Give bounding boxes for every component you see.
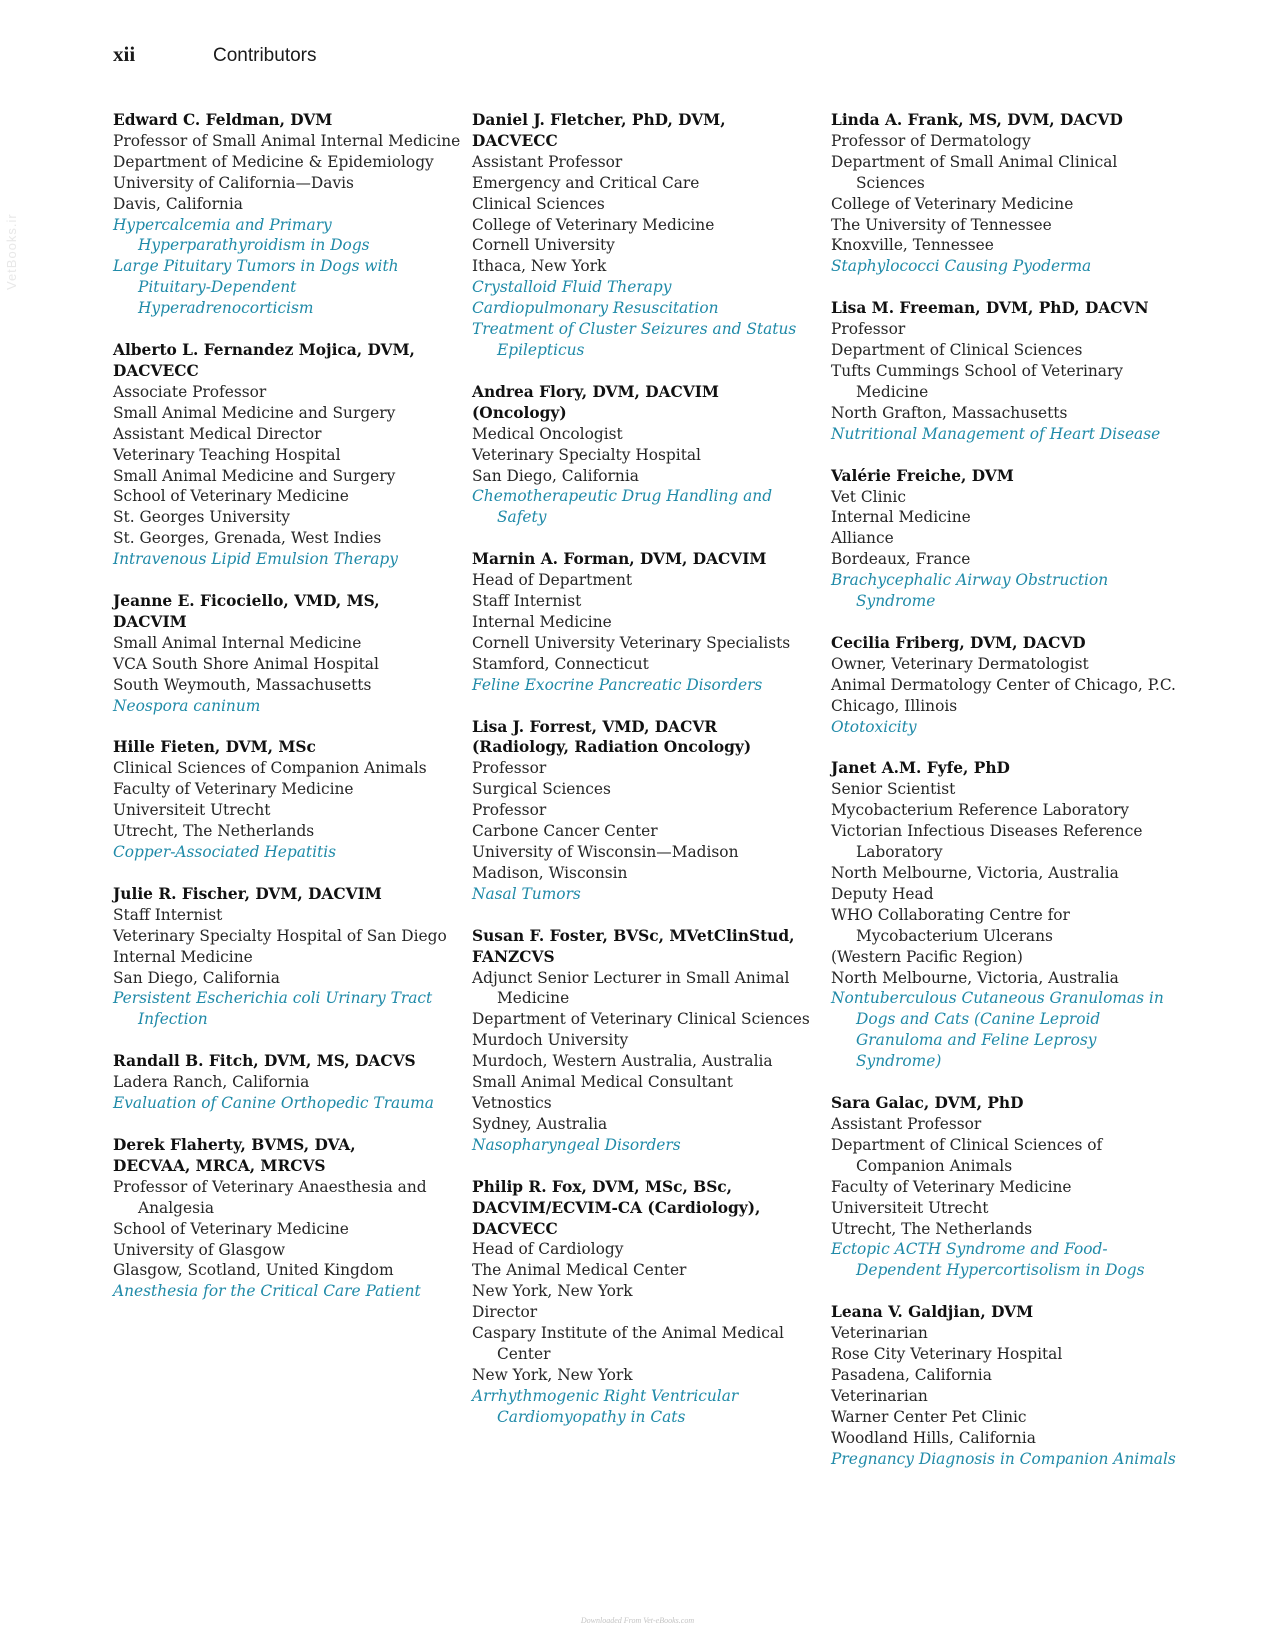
affiliation-line: Cornell University Veterinary Specialists (472, 633, 791, 652)
contributor-entry (472, 110, 817, 361)
affiliation-line: Professor of Veterinary Anaesthesia and Analgesia (113, 1177, 427, 1217)
affiliation-line: Utrecht, The Netherlands (831, 1219, 1033, 1238)
affiliation-line: New York, New York (472, 1282, 633, 1301)
affiliation-line: Tufts Cummings School of Veterinary Medicine (831, 361, 1124, 401)
affiliation-line: Internal Medicine (113, 947, 253, 966)
affiliation-line: Clinical Sciences (472, 194, 605, 213)
affiliation-line: Sydney, Australia (472, 1114, 608, 1133)
affiliation-line: Clinical Sciences of Companion Animals (113, 759, 427, 778)
chapter-topic: Evaluation of Canine Orthopedic Trauma (113, 1094, 434, 1113)
contributor-name-line: Janet A.M. Fyfe, PhD (831, 759, 1010, 778)
chapter-topic: Nontuberculous Cutaneous Granulomas in Dogs and Cats (Canine Leproid Granuloma and Feline Leprosy Syndrome) (831, 989, 1164, 1071)
chapter-topic: Copper-Associated Hepatitis (113, 843, 337, 861)
affiliation-line: Department of Medicine & Epidemiology (113, 152, 434, 171)
affiliation-line: Staff Internist (113, 905, 223, 924)
chapter-topic: Feline Exocrine Pancreatic Disorders (472, 675, 763, 694)
affiliation-line: Deputy Head (831, 884, 934, 903)
affiliation-line: University of Glasgow (113, 1240, 285, 1259)
side-watermark: VetBooks.ir (4, 213, 19, 290)
affiliation-line: Faculty of Veterinary Medicine (831, 1177, 1072, 1196)
chapter-topic: Ototoxicity (831, 717, 917, 736)
affiliation-line: Professor of Small Animal Internal Medicine (113, 131, 461, 150)
contributor-name-line: Philip R. Fox, DVM, MSc, BSc, (472, 1177, 733, 1196)
contributor-name-line: Edward C. Feldman, DVM (113, 111, 333, 129)
chapter-topic: Crystalloid Fluid Therapy (472, 278, 672, 297)
affiliation-line: Head of Department (472, 571, 633, 590)
affiliation-line: Professor of Dermatology (831, 131, 1031, 150)
affiliation-line: Associate Professor (113, 382, 267, 401)
affiliation-line: Veterinary Specialty Hospital of San Diego (113, 926, 447, 945)
contributor-name-line: Valérie Freiche, DVM (831, 466, 1014, 485)
affiliation-line: Department of Veterinary Clinical Sciences (472, 1010, 810, 1029)
affiliation-line: Pasadena, California (831, 1365, 992, 1384)
page-number: xii (113, 42, 136, 66)
affiliation-line: St. Georges, Grenada, West Indies (113, 529, 382, 548)
contributor-name-line: Lisa M. Freeman, DVM, PhD, DACVN (831, 299, 1149, 318)
affiliation-line: Assistant Professor (831, 1114, 982, 1133)
affiliation-line: Murdoch University (472, 1031, 629, 1050)
contributor-name-line: Alberto L. Fernandez Mojica, DVM, (113, 341, 415, 360)
contributor-entry (831, 758, 1181, 1072)
chapter-topic: Pregnancy Diagnosis in Companion Animals (831, 1449, 1176, 1468)
contributor-name-line: Derek Flaherty, BVMS, DVA, (113, 1135, 356, 1154)
affiliation-line: San Diego, California (472, 466, 639, 485)
chapter-topic: Treatment of Cluster Seizures and Status Epilepticus (472, 320, 797, 359)
contributor-entry (831, 633, 1181, 738)
contributor-name-line: Andrea Flory, DVM, DACVIM (472, 382, 719, 401)
affiliation-line: Rose City Veterinary Hospital (831, 1345, 1063, 1364)
affiliation-line: Internal Medicine (472, 612, 612, 631)
contributor-entry (113, 1135, 463, 1302)
affiliation-line: Warner Center Pet Clinic (831, 1407, 1027, 1426)
contributor-name-line: Julie R. Fischer, DVM, DACVIM (113, 884, 382, 903)
affiliation-line: Director (472, 1303, 538, 1322)
chapter-topic: Cardiopulmonary Resuscitation (472, 299, 719, 318)
contributor-entry (113, 110, 463, 319)
affiliation-line: Faculty of Veterinary Medicine (113, 780, 354, 799)
contributor-name-line: Lisa J. Forrest, VMD, DACVR (472, 717, 718, 736)
chapter-topic: Arrhythmogenic Right Ventricular Cardiomyopathy in Cats (472, 1386, 739, 1426)
chapter-topic: Anesthesia for the Critical Care Patient (113, 1282, 421, 1301)
contributor-name-line: Hille Fieten, DVM, MSc (113, 738, 316, 757)
affiliation-line: School of Veterinary Medicine (113, 1219, 349, 1238)
chapter-topic: Brachycephalic Airway Obstruction Syndrome (831, 571, 1109, 611)
affiliation-line: Department of Clinical Sciences (831, 341, 1083, 360)
affiliation-line: The University of Tennessee (831, 215, 1052, 234)
contributor-entry (831, 466, 1181, 612)
affiliation-line: Assistant Medical Director (113, 424, 322, 443)
affiliation-line: Davis, California (113, 194, 243, 213)
contributor-entry (472, 382, 817, 528)
page-title: Contributors (213, 45, 317, 66)
affiliation-line: Murdoch, Western Australia, Australia (472, 1052, 773, 1071)
affiliation-line: Ithaca, New York (472, 257, 607, 276)
contributor-entry (472, 549, 817, 695)
affiliation-line: Universiteit Utrecht (831, 1198, 989, 1217)
affiliation-line: Department of Small Animal Clinical Sciences (831, 152, 1118, 192)
contributor-name-line: Marnin A. Forman, DVM, DACVIM (472, 550, 767, 569)
affiliation-line: Staff Internist (472, 592, 582, 611)
affiliation-line: Stamford, Connecticut (472, 654, 649, 673)
contributor-entry (472, 1177, 817, 1428)
affiliation-line: (Western Pacific Region) (831, 947, 1023, 966)
contributor-entry (113, 884, 463, 1030)
page-header (113, 42, 317, 67)
contributor-name-line: DACVECC (472, 131, 558, 150)
contributor-name-line: Daniel J. Fletcher, PhD, DVM, (472, 111, 726, 129)
affiliation-line: South Weymouth, Massachusetts (113, 675, 372, 694)
affiliation-line: Small Animal Medical Consultant (472, 1073, 733, 1092)
affiliation-line: University of California—Davis (113, 173, 354, 192)
affiliation-line: WHO Collaborating Centre for Mycobacterium Ulcerans (831, 905, 1070, 945)
footer-watermark: Downloaded From Vet-eBooks.com (580, 1616, 695, 1625)
affiliation-line: Adjunct Senior Lecturer in Small Animal Medicine (472, 968, 790, 1008)
chapter-topic: Staphylococci Causing Pyoderma (831, 257, 1092, 276)
affiliation-line: Medical Oncologist (472, 424, 623, 443)
affiliation-line: North Grafton, Massachusetts (831, 403, 1068, 422)
chapter-topic: Neospora caninum (113, 696, 261, 715)
contributor-entry (113, 1051, 463, 1114)
contributor-name-line: Jeanne E. Ficociello, VMD, MS, (113, 592, 380, 611)
contributor-name-line: Leana V. Galdjian, DVM (831, 1303, 1034, 1322)
chapter-topic: Nasal Tumors (472, 884, 581, 903)
chapter-topic: Persistent Escherichia coli Urinary Tract Infection (113, 989, 433, 1029)
contributor-name-line: Cecilia Friberg, DVM, DACVD (831, 633, 1086, 652)
affiliation-line: The Animal Medical Center (472, 1261, 687, 1280)
affiliation-line: Head of Cardiology (472, 1240, 624, 1259)
contributor-name-line: (Oncology) (472, 403, 567, 422)
affiliation-line: Professor (472, 801, 547, 820)
contributor-name-line: Randall B. Fitch, DVM, MS, DACVS (113, 1052, 416, 1071)
affiliation-line: Glasgow, Scotland, United Kingdom (113, 1261, 394, 1280)
affiliation-line: Professor (472, 759, 547, 778)
affiliation-line: Owner, Veterinary Dermatologist (831, 654, 1089, 673)
affiliation-line: Woodland Hills, California (831, 1428, 1036, 1447)
chapter-topic: Intravenous Lipid Emulsion Therapy (113, 550, 398, 569)
contributor-name-line: DACVECC (113, 361, 199, 380)
affiliation-line: Universiteit Utrecht (113, 801, 271, 820)
affiliation-line: Caspary Institute of the Animal Medical Center (472, 1324, 784, 1363)
affiliation-line: Senior Scientist (831, 780, 956, 799)
affiliation-line: Veterinarian (831, 1386, 928, 1405)
affiliation-line: Knoxville, Tennessee (831, 236, 994, 255)
affiliation-line: Mycobacterium Reference Laboratory (831, 801, 1130, 820)
contributor-entry (472, 926, 817, 1156)
contributors-column-3 (831, 110, 1181, 1490)
contributor-name-line: DACVIM (113, 612, 187, 631)
chapter-topic: Ectopic ACTH Syndrome and Food-Dependent Hypercortisolism in Dogs (831, 1240, 1145, 1280)
chapter-topic: Nutritional Management of Heart Disease (831, 424, 1161, 443)
affiliation-line: Bordeaux, France (831, 550, 971, 569)
affiliation-line: North Melbourne, Victoria, Australia (831, 968, 1119, 987)
affiliation-line: Ladera Ranch, California (113, 1073, 310, 1092)
affiliation-line: University of Wisconsin—Madison (472, 843, 739, 861)
affiliation-line: San Diego, California (113, 968, 280, 987)
affiliation-line: College of Veterinary Medicine (472, 215, 715, 234)
affiliation-line: Carbone Cancer Center (472, 822, 658, 841)
affiliation-line: Cornell University (472, 236, 615, 255)
contributor-entry (113, 591, 463, 716)
contributor-entry (113, 340, 463, 570)
affiliation-line: Vetnostics (472, 1093, 552, 1112)
contributor-name-line: (Radiology, Radiation Oncology) (472, 738, 752, 757)
contributor-name-line: Linda A. Frank, MS, DVM, DACVD (831, 111, 1123, 129)
affiliation-line: North Melbourne, Victoria, Australia (831, 864, 1119, 882)
affiliation-line: College of Veterinary Medicine (831, 194, 1074, 213)
affiliation-line: Professor (831, 320, 906, 339)
affiliation-line: Small Animal Internal Medicine (113, 633, 362, 652)
contributors-column-1 (113, 110, 463, 1323)
contributor-name-line: Sara Galac, DVM, PhD (831, 1094, 1024, 1113)
affiliation-line: Internal Medicine (831, 508, 971, 527)
affiliation-line: Assistant Professor (472, 152, 623, 171)
affiliation-line: Vet Clinic (831, 487, 906, 506)
chapter-topic: Chemotherapeutic Drug Handling and Safety (472, 487, 773, 527)
contributor-name-line: Susan F. Foster, BVSc, MVetClinStud, (472, 926, 795, 945)
contributors-column-2 (472, 110, 817, 1449)
affiliation-line: Utrecht, The Netherlands (113, 822, 315, 841)
contributor-entry (831, 298, 1181, 444)
affiliation-line: Surgical Sciences (472, 780, 611, 799)
affiliation-line: Animal Dermatology Center of Chicago, P.C. (831, 675, 1176, 694)
affiliation-line: St. Georges University (113, 508, 290, 527)
contributor-entry (831, 1302, 1181, 1469)
contributor-entry (831, 1093, 1181, 1281)
affiliation-line: Veterinary Teaching Hospital (113, 445, 341, 464)
affiliation-line: Department of Clinical Sciences of Companion Animals (831, 1135, 1103, 1175)
affiliation-line: Alliance (831, 529, 894, 548)
contributor-entry (113, 737, 463, 862)
affiliation-line: VCA South Shore Animal Hospital (113, 654, 379, 673)
affiliation-line: New York, New York (472, 1365, 633, 1384)
chapter-topic: Large Pituitary Tumors in Dogs with Pituitary-Dependent Hyperadrenocorticism (113, 257, 399, 318)
affiliation-line: Small Animal Medicine and Surgery (113, 403, 396, 422)
affiliation-line: Small Animal Medicine and Surgery (113, 466, 396, 485)
chapter-topic: Nasopharyngeal Disorders (472, 1135, 681, 1154)
contributor-entry (831, 110, 1181, 277)
contributor-name-line: DACVIM/ECVIM-CA (Cardiology), (472, 1198, 761, 1217)
contributor-name-line: DECVAA, MRCA, MRCVS (113, 1156, 326, 1175)
affiliation-line: Victorian Infectious Diseases Reference Laboratory (831, 822, 1143, 862)
contributor-entry (472, 717, 817, 905)
contributor-name-line: FANZCVS (472, 947, 555, 966)
affiliation-line: Chicago, Illinois (831, 696, 958, 715)
affiliation-line: Veterinarian (831, 1324, 928, 1343)
affiliation-line: School of Veterinary Medicine (113, 487, 349, 506)
affiliation-line: Veterinary Specialty Hospital (472, 445, 701, 464)
affiliation-line: Emergency and Critical Care (472, 173, 700, 192)
affiliation-line: Madison, Wisconsin (472, 863, 628, 882)
contributor-name-line: DACVECC (472, 1219, 558, 1238)
chapter-topic: Hypercalcemia and Primary Hyperparathyroidism in Dogs (113, 215, 370, 255)
